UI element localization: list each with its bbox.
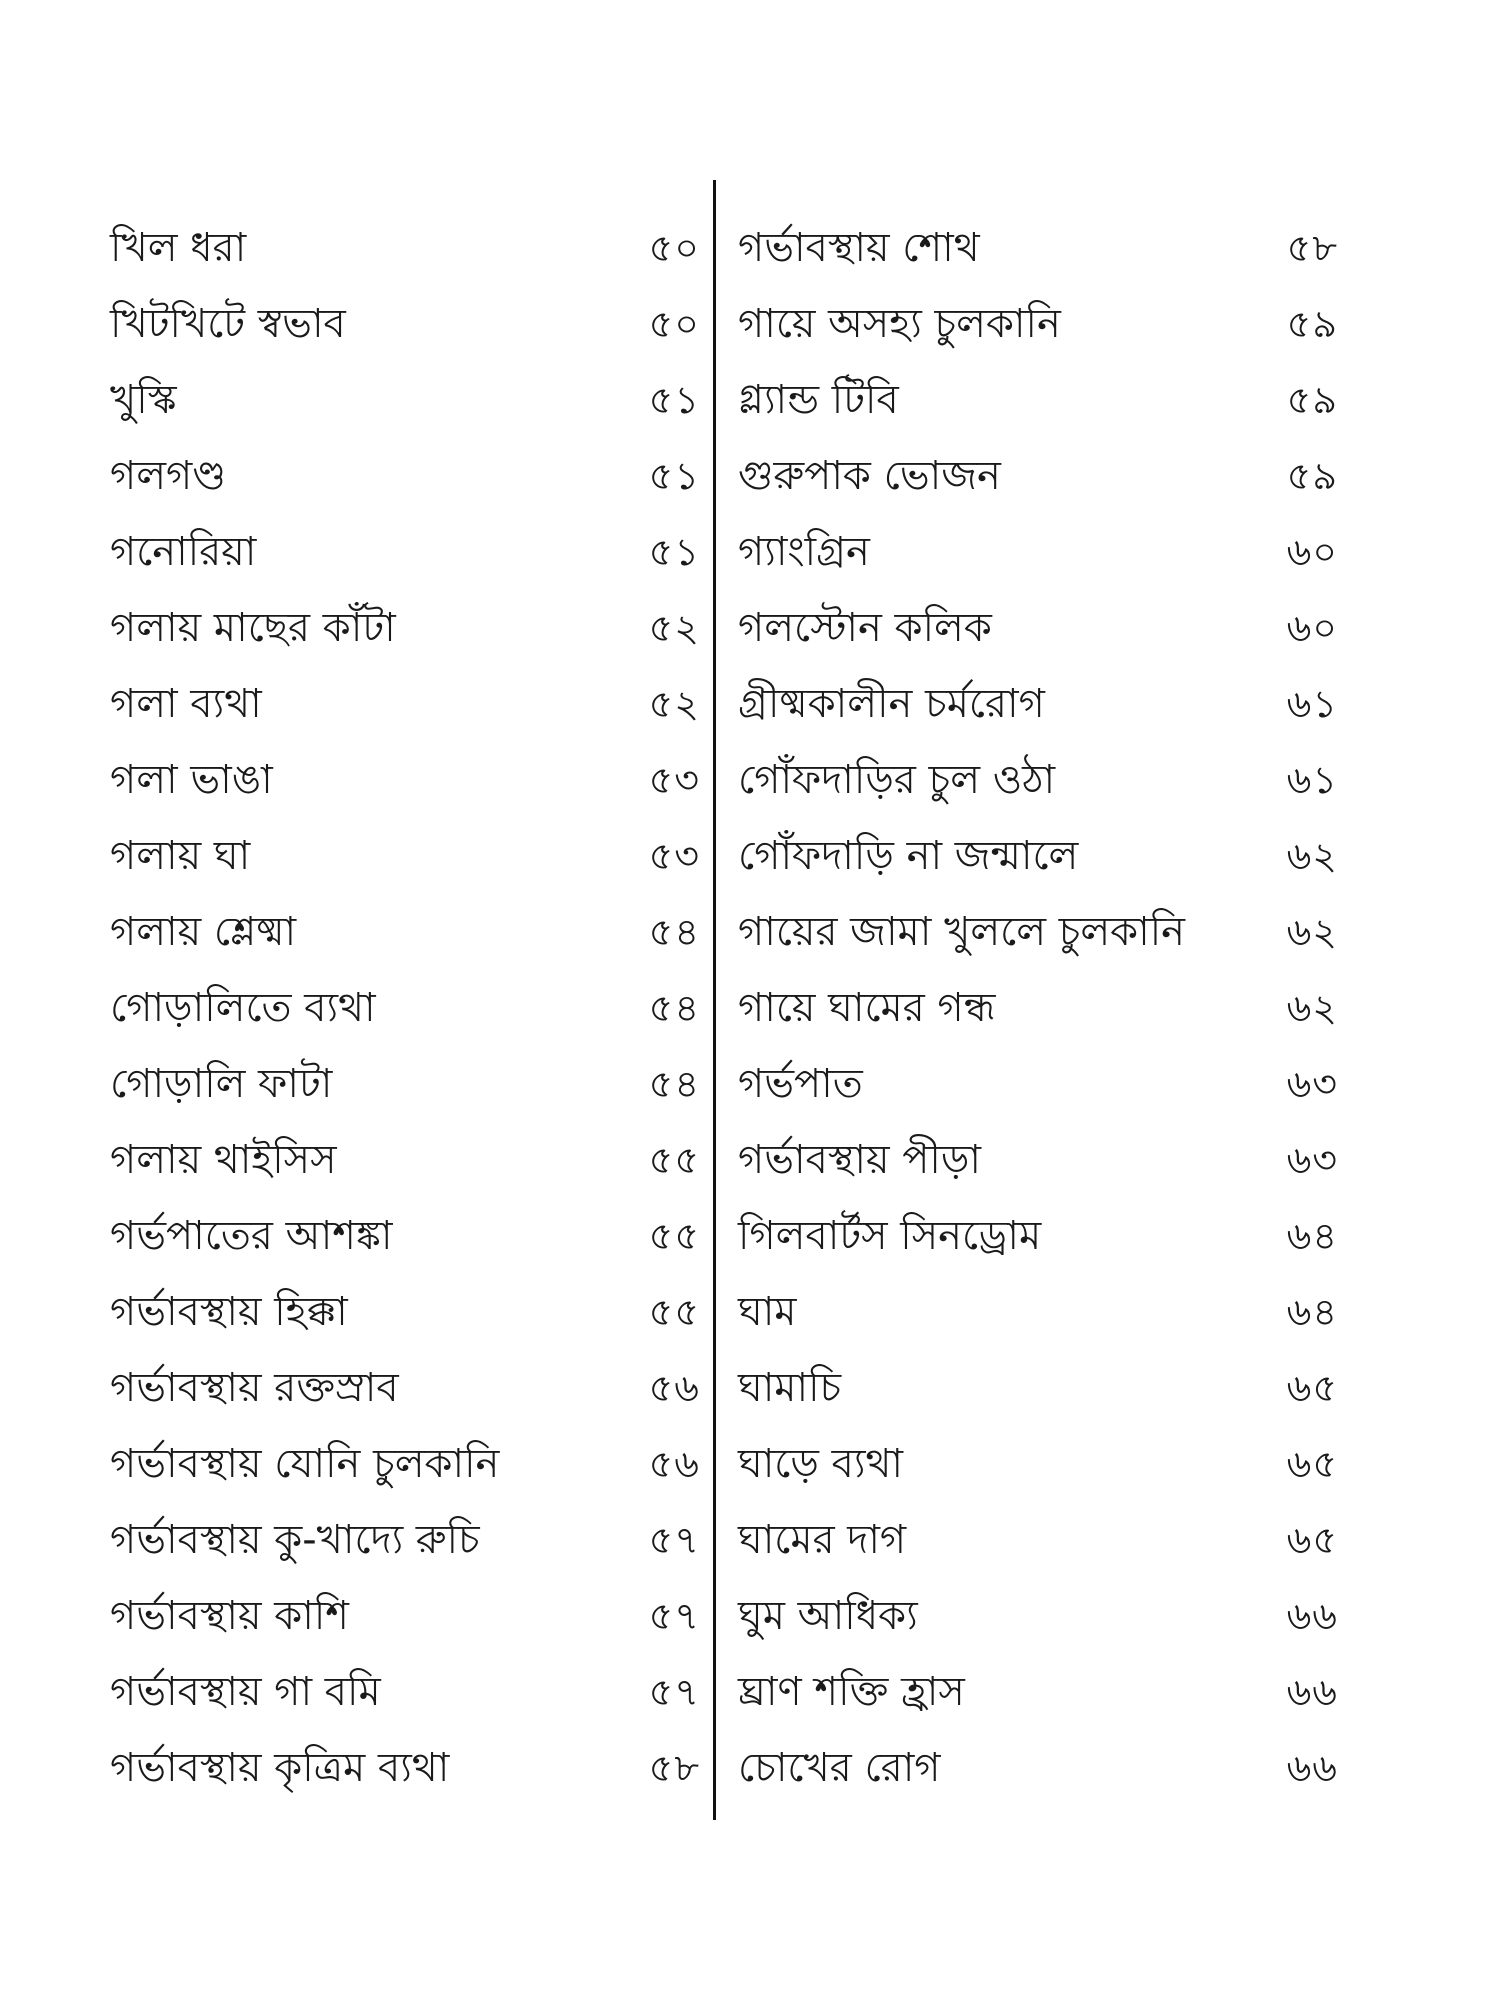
index-entry: [110, 1046, 700, 1122]
index-entry: [738, 1122, 1338, 1198]
index-entry: [110, 1426, 700, 1502]
index-term: গোড়ালি ফাটা: [110, 1061, 333, 1107]
index-entry: [738, 894, 1338, 970]
index-term: গর্ভাবস্থায় কাশি: [110, 1593, 349, 1639]
index-entry: [110, 1198, 700, 1274]
index-page-number: ৬০: [1286, 530, 1338, 574]
index-term: গর্ভপাতের আশঙ্কা: [110, 1213, 393, 1259]
index-term: গিলবার্টস সিনড্রোম: [738, 1213, 1042, 1259]
index-page-number: ৫৫: [648, 1138, 700, 1182]
index-page-number: ৫০: [648, 226, 700, 270]
index-entry: [110, 286, 700, 362]
index-page-number: ৬৪: [1286, 1290, 1338, 1334]
index-page-number: ৫৫: [648, 1214, 700, 1258]
index-term: গর্ভাবস্থায় যোনি চুলকানি: [110, 1441, 500, 1487]
index-entry: [738, 970, 1338, 1046]
index-entry: [110, 210, 700, 286]
index-page-number: ৫১: [648, 378, 700, 422]
index-entry: [738, 1654, 1338, 1730]
index-term: ঘামের দাগ: [738, 1517, 907, 1563]
index-term: চোখের রোগ: [738, 1745, 941, 1791]
index-entry: [110, 1274, 700, 1350]
index-page-number: ৬৪: [1286, 1214, 1338, 1258]
index-term: গর্ভাবস্থায় কৃত্রিম ব্যথা: [110, 1745, 450, 1791]
index-term: ঘাড়ে ব্যথা: [738, 1441, 904, 1487]
index-page-number: ৬১: [1286, 682, 1338, 726]
index-term: গলগণ্ড: [110, 453, 227, 499]
index-entry: [738, 514, 1338, 590]
index-entry: [738, 1274, 1338, 1350]
index-page-number: ৫৮: [1286, 226, 1338, 270]
index-entry: [738, 818, 1338, 894]
index-entry: [738, 286, 1338, 362]
index-term: খুস্কি: [110, 377, 177, 423]
index-entry: [110, 1654, 700, 1730]
index-term: গনোরিয়া: [110, 529, 257, 575]
index-term: গর্ভাবস্থায় কু-খাদ্যে রুচি: [110, 1517, 480, 1563]
index-term: গায়ে অসহ্য চুলকানি: [738, 301, 1061, 347]
index-term: গলস্টোন কলিক: [738, 605, 992, 651]
index-term: ঘ্রাণ শক্তি হ্রাস: [738, 1669, 965, 1715]
index-term: গায়ের জামা খুললে চুলকানি: [738, 909, 1186, 955]
index-term: ঘামাচি: [738, 1365, 842, 1411]
index-page-number: ৫৬: [648, 1366, 700, 1410]
index-entry: [738, 590, 1338, 666]
index-entry: [110, 666, 700, 742]
index-right-column: [738, 210, 1338, 1806]
index-entry: [110, 1578, 700, 1654]
index-term: গর্ভাবস্থায় হিক্কা: [110, 1289, 348, 1335]
index-term: গলা ব্যথা: [110, 681, 262, 727]
index-term: গলা ভাঙা: [110, 757, 273, 803]
index-entry: [738, 742, 1338, 818]
index-entry: [110, 514, 700, 590]
index-page-number: ৬৬: [1286, 1594, 1338, 1638]
index-term: গ্ল্যান্ড টিবি: [738, 377, 899, 423]
index-page-number: ৫৬: [648, 1442, 700, 1486]
index-term: গর্ভাবস্থায় গা বমি: [110, 1669, 381, 1715]
index-entry: [738, 362, 1338, 438]
index-entry: [110, 742, 700, 818]
index-term: গর্ভপাত: [738, 1061, 863, 1107]
index-entry: [738, 1730, 1338, 1806]
index-left-column: [110, 210, 700, 1806]
index-page-number: ৫৭: [648, 1594, 700, 1638]
index-page-number: ৬৫: [1286, 1518, 1338, 1562]
index-page-number: ৫২: [648, 606, 700, 650]
index-entry: [110, 970, 700, 1046]
index-page-number: ৫৪: [648, 1062, 700, 1106]
index-page-number: ৫৫: [648, 1290, 700, 1334]
index-entry: [738, 1578, 1338, 1654]
index-page-number: ৬১: [1286, 758, 1338, 802]
index-entry: [738, 438, 1338, 514]
index-page-number: ৫১: [648, 530, 700, 574]
index-page-number: ৬৩: [1286, 1138, 1338, 1182]
index-page-number: ৫৩: [648, 834, 700, 878]
index-page-number: ৫৪: [648, 910, 700, 954]
index-page-number: ৫৭: [648, 1518, 700, 1562]
index-page-number: ৬২: [1286, 986, 1338, 1030]
index-term: গলায় মাছের কাঁটা: [110, 605, 396, 651]
index-entry: [110, 1350, 700, 1426]
index-term: ঘাম: [738, 1289, 797, 1335]
index-term: গলায় শ্লেষ্মা: [110, 909, 297, 955]
index-page-number: ৫২: [648, 682, 700, 726]
index-term: গোঁফদাড়ির চুল ওঠা: [738, 757, 1056, 803]
index-entry: [110, 1122, 700, 1198]
index-entry: [738, 1502, 1338, 1578]
index-page-number: ৬৫: [1286, 1442, 1338, 1486]
index-entry: [110, 362, 700, 438]
index-term: গলায় থাইসিস: [110, 1137, 337, 1183]
index-page-number: ৬০: [1286, 606, 1338, 650]
index-page-number: ৬৬: [1286, 1670, 1338, 1714]
index-term: গর্ভাবস্থায় রক্তস্রাব: [110, 1365, 399, 1411]
index-term: গোড়ালিতে ব্যথা: [110, 985, 376, 1031]
index-term: গোঁফদাড়ি না জন্মালে: [738, 833, 1079, 879]
index-term: গ্যাংগ্রিন: [738, 529, 870, 575]
index-entry: [738, 210, 1338, 286]
index-page-number: ৬৩: [1286, 1062, 1338, 1106]
index-entry: [110, 1730, 700, 1806]
index-term: গর্ভাবস্থায় পীড়া: [738, 1137, 981, 1183]
index-entry: [738, 1426, 1338, 1502]
index-term: খিল ধরা: [110, 225, 247, 271]
index-page-number: ৫৯: [1286, 302, 1338, 346]
index-page-number: ৫৭: [648, 1670, 700, 1714]
index-term: গ্রীষ্মকালীন চর্মরোগ: [738, 681, 1045, 727]
index-page-number: ৬২: [1286, 834, 1338, 878]
index-page-number: ৫১: [648, 454, 700, 498]
index-entry: [738, 1198, 1338, 1274]
index-page-number: ৫৯: [1286, 454, 1338, 498]
index-term: গলায় ঘা: [110, 833, 251, 879]
index-entry: [110, 818, 700, 894]
index-term: গায়ে ঘামের গন্ধ: [738, 985, 996, 1031]
index-page-number: ৫৯: [1286, 378, 1338, 422]
column-divider: [713, 180, 716, 1820]
index-page-number: ৫৩: [648, 758, 700, 802]
index-term: গুরুপাক ভোজন: [738, 453, 1001, 499]
index-term: ঘুম আধিক্য: [738, 1593, 918, 1639]
index-entry: [110, 1502, 700, 1578]
index-entry: [110, 438, 700, 514]
index-entry: [738, 666, 1338, 742]
index-page-number: ৫০: [648, 302, 700, 346]
index-page-number: ৬২: [1286, 910, 1338, 954]
index-page-number: ৬৬: [1286, 1746, 1338, 1790]
index-entry: [110, 894, 700, 970]
index-entry: [110, 590, 700, 666]
index-entry: [738, 1046, 1338, 1122]
index-entry: [738, 1350, 1338, 1426]
index-term: খিটখিটে স্বভাব: [110, 301, 346, 347]
index-page-number: ৫৮: [648, 1746, 700, 1790]
index-term: গর্ভাবস্থায় শোথ: [738, 225, 980, 271]
index-page-number: ৫৪: [648, 986, 700, 1030]
index-page-number: ৬৫: [1286, 1366, 1338, 1410]
